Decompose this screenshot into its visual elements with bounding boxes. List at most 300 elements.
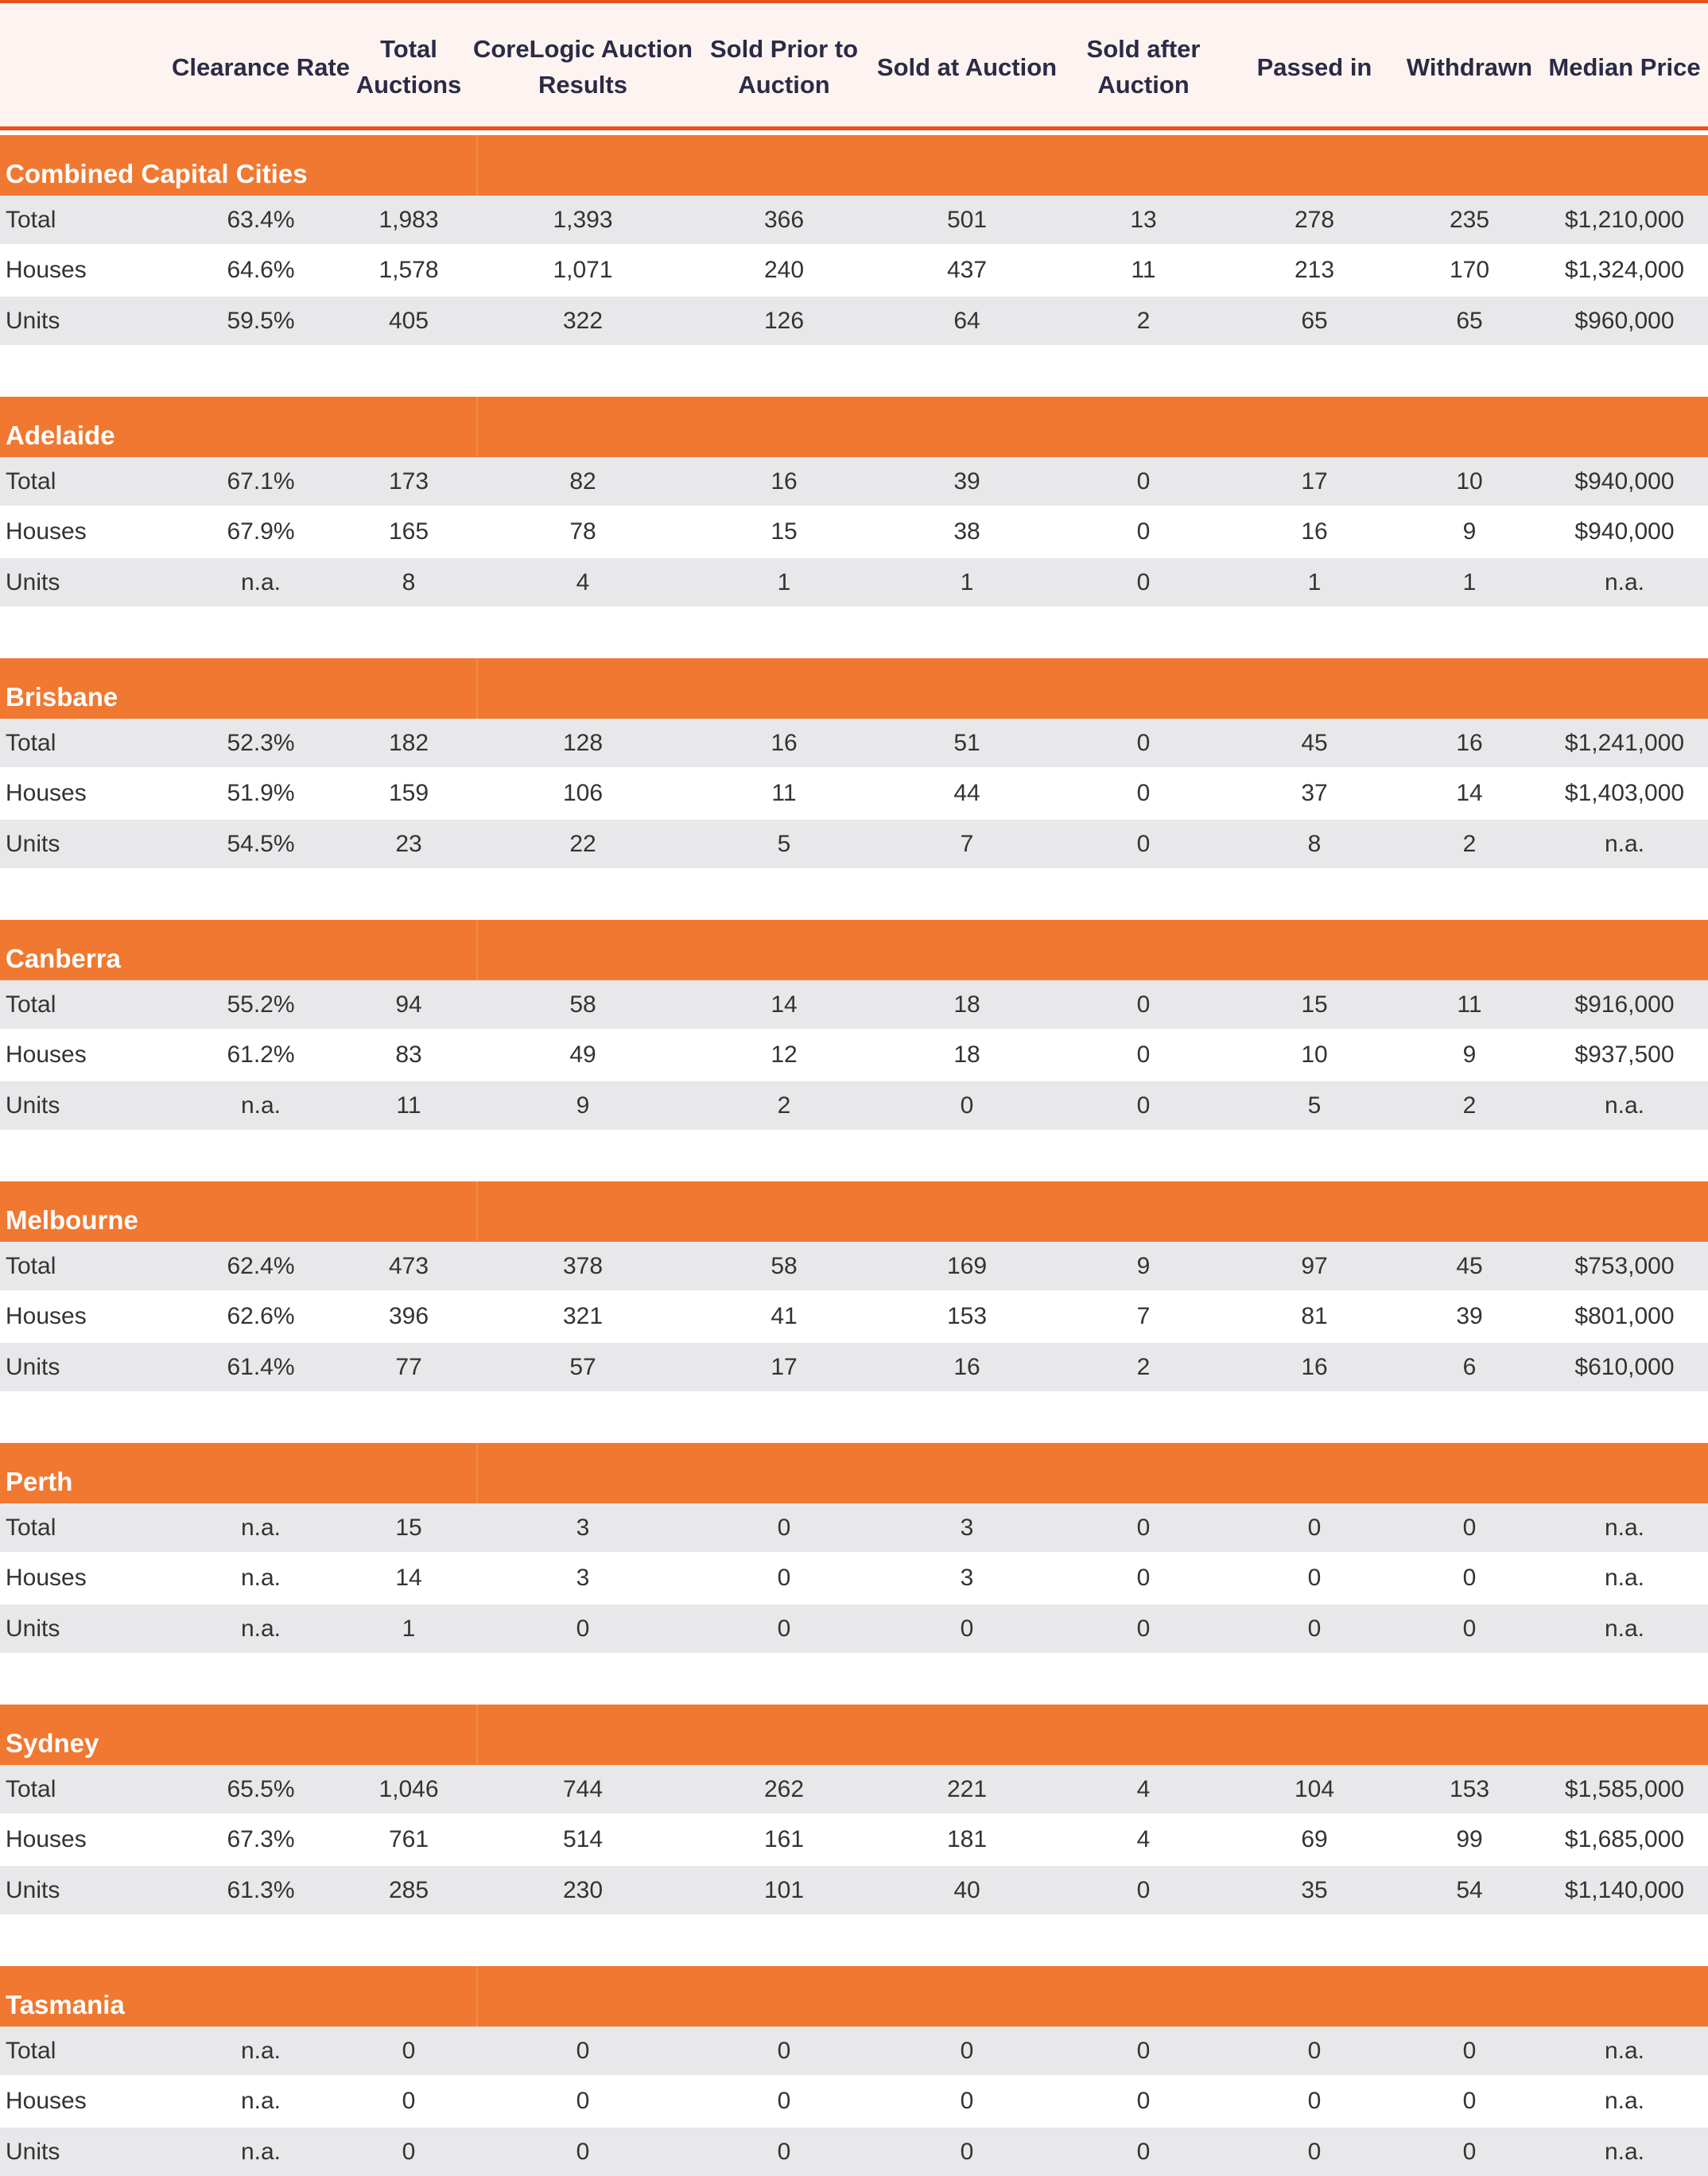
- cell-corelogic-results: 128: [562, 729, 604, 756]
- cell-label: Total: [6, 206, 56, 233]
- table-row: [0, 297, 1708, 345]
- cell-sold-at-auction: 3: [960, 1564, 974, 1591]
- cell-sold-prior: 161: [763, 1825, 805, 1852]
- section-header-divider: [476, 1705, 478, 1765]
- cell-passed-in: 0: [1307, 1514, 1322, 1541]
- cell-median-price: n.a.: [1604, 1092, 1645, 1119]
- cell-withdrawn: 54: [1456, 1876, 1483, 1903]
- cell-sold-at-auction: 16: [953, 1353, 980, 1380]
- cell-sold-prior: 17: [771, 1353, 798, 1380]
- cell-clearance-rate: 61.2%: [227, 1041, 295, 1068]
- section-header: [0, 135, 1708, 196]
- cell-clearance-rate: 67.9%: [227, 518, 295, 545]
- cell-corelogic-results: 22: [569, 830, 596, 857]
- table-row: [0, 2128, 1708, 2176]
- column-header-passed-in: Passed in: [1256, 52, 1372, 81]
- cell-median-price: $940,000: [1574, 518, 1675, 545]
- cell-clearance-rate: n.a.: [240, 1092, 281, 1119]
- cell-sold-after: 0: [1136, 568, 1151, 595]
- cell-withdrawn: 0: [1462, 1514, 1477, 1541]
- cell-label: Houses: [6, 1564, 87, 1591]
- cell-clearance-rate: 67.3%: [227, 1825, 295, 1852]
- cell-passed-in: 97: [1301, 1252, 1328, 1279]
- cell-withdrawn: 0: [1462, 2138, 1477, 2165]
- table-row: [0, 1242, 1708, 1290]
- table-row: [0, 719, 1708, 767]
- cell-sold-prior: 2: [777, 1092, 791, 1119]
- cell-sold-prior: 16: [771, 729, 798, 756]
- cell-clearance-rate: 63.4%: [227, 206, 295, 233]
- table-header: [0, 3, 1708, 130]
- cell-sold-at-auction: 437: [946, 256, 988, 283]
- cell-total-auctions: 473: [388, 1252, 429, 1279]
- cell-clearance-rate: n.a.: [240, 1514, 281, 1541]
- cell-total-auctions: 159: [388, 779, 429, 806]
- table-row: [0, 246, 1708, 294]
- cell-sold-after: 9: [1136, 1252, 1151, 1279]
- section-header: [0, 397, 1708, 457]
- section-title: Sydney: [6, 1728, 99, 1758]
- section-melbourne: [0, 1181, 1708, 1391]
- cell-label: Total: [6, 467, 56, 495]
- cell-median-price: n.a.: [1604, 1514, 1645, 1541]
- table-row: [0, 1553, 1708, 1602]
- cell-clearance-rate: 61.4%: [227, 1353, 295, 1380]
- column-header-sold-at-auction: Sold at Auction: [876, 52, 1058, 81]
- cell-sold-at-auction: 18: [953, 1041, 980, 1068]
- cell-sold-after: 0: [1136, 1615, 1151, 1642]
- cell-total-auctions: 182: [388, 729, 429, 756]
- cell-sold-at-auction: 181: [946, 1825, 988, 1852]
- cell-median-price: n.a.: [1604, 568, 1645, 595]
- cell-passed-in: 37: [1301, 779, 1328, 806]
- column-header-corelogic-results: CoreLogic Auction Results: [472, 35, 693, 99]
- cell-sold-prior: 262: [763, 1775, 805, 1802]
- cell-median-price: n.a.: [1604, 1615, 1645, 1642]
- cell-withdrawn: 99: [1456, 1825, 1483, 1852]
- table-row: [0, 196, 1708, 244]
- cell-sold-prior: 14: [771, 991, 798, 1018]
- cell-clearance-rate: 52.3%: [227, 729, 295, 756]
- table-row: [0, 2077, 1708, 2125]
- section-combined-capital-cities: [0, 135, 1708, 344]
- cell-corelogic-results: 3: [576, 1514, 590, 1541]
- section-sydney: [0, 1705, 1708, 1914]
- cell-median-price: $1,685,000: [1564, 1825, 1685, 1852]
- cell-label: Houses: [6, 779, 87, 806]
- cell-sold-after: 0: [1136, 1092, 1151, 1119]
- cell-sold-after: 0: [1136, 2037, 1151, 2064]
- cell-sold-prior: 0: [777, 1514, 791, 1541]
- cell-passed-in: 0: [1307, 2037, 1322, 2064]
- cell-clearance-rate: 62.6%: [227, 1302, 295, 1329]
- section-header: [0, 1181, 1708, 1242]
- cell-sold-at-auction: 40: [953, 1876, 980, 1903]
- cell-sold-after: 0: [1136, 2138, 1151, 2165]
- cell-total-auctions: 405: [388, 307, 429, 334]
- cell-withdrawn: 9: [1462, 518, 1477, 545]
- cell-passed-in: 0: [1307, 2087, 1322, 2114]
- table-row: [0, 2027, 1708, 2075]
- cell-label: Units: [6, 830, 60, 857]
- table-row: [0, 1503, 1708, 1552]
- cell-median-price: $1,140,000: [1564, 1876, 1685, 1903]
- cell-total-auctions: 1: [402, 1615, 416, 1642]
- cell-sold-after: 0: [1136, 729, 1151, 756]
- cell-total-auctions: 14: [395, 1564, 422, 1591]
- cell-median-price: $753,000: [1574, 1252, 1675, 1279]
- cell-clearance-rate: n.a.: [240, 1564, 281, 1591]
- cell-total-auctions: 11: [396, 1092, 421, 1119]
- section-title: Canberra: [6, 944, 121, 973]
- cell-withdrawn: 170: [1449, 256, 1490, 283]
- cell-median-price: $610,000: [1574, 1353, 1675, 1380]
- cell-clearance-rate: 54.5%: [227, 830, 295, 857]
- section-header-divider: [476, 658, 478, 719]
- cell-corelogic-results: 78: [569, 518, 596, 545]
- cell-label: Houses: [6, 2087, 87, 2114]
- table-row: [0, 1765, 1708, 1813]
- cell-clearance-rate: n.a.: [240, 2037, 281, 2064]
- cell-sold-prior: 15: [771, 518, 798, 545]
- cell-sold-at-auction: 0: [960, 1092, 974, 1119]
- cell-withdrawn: 2: [1462, 1092, 1477, 1119]
- cell-clearance-rate: 67.1%: [227, 467, 295, 495]
- section-tasmania: [0, 1966, 1708, 2175]
- cell-passed-in: 213: [1294, 256, 1335, 283]
- cell-label: Units: [6, 2138, 60, 2165]
- cell-sold-after: 0: [1136, 1564, 1151, 1591]
- cell-sold-after: 4: [1136, 1825, 1151, 1852]
- cell-corelogic-results: 82: [569, 467, 596, 495]
- cell-label: Houses: [6, 1041, 87, 1068]
- cell-corelogic-results: 744: [562, 1775, 604, 1802]
- section-adelaide: [0, 397, 1708, 606]
- cell-label: Total: [6, 1514, 56, 1541]
- cell-sold-at-auction: 221: [946, 1775, 988, 1802]
- cell-sold-prior: 366: [763, 206, 805, 233]
- cell-label: Total: [6, 729, 56, 756]
- cell-label: Houses: [6, 518, 87, 545]
- cell-sold-after: 4: [1136, 1775, 1151, 1802]
- cell-withdrawn: 0: [1462, 1615, 1477, 1642]
- table-row: [0, 769, 1708, 817]
- section-header-divider: [476, 1966, 478, 2027]
- column-header-total-auctions: Total Auctions: [355, 35, 462, 99]
- table-row: [0, 1866, 1708, 1914]
- cell-sold-after: 0: [1136, 1514, 1151, 1541]
- section-perth: [0, 1443, 1708, 1652]
- cell-withdrawn: 153: [1449, 1775, 1490, 1802]
- cell-withdrawn: 0: [1462, 2087, 1477, 2114]
- cell-withdrawn: 0: [1462, 1564, 1477, 1591]
- cell-sold-at-auction: 39: [953, 467, 980, 495]
- cell-withdrawn: 235: [1449, 206, 1490, 233]
- cell-sold-after: 2: [1136, 1353, 1151, 1380]
- cell-label: Houses: [6, 256, 87, 283]
- section-header: [0, 920, 1708, 980]
- cell-sold-prior: 240: [763, 256, 805, 283]
- cell-median-price: $1,241,000: [1564, 729, 1685, 756]
- table-row: [0, 507, 1708, 556]
- cell-sold-after: 0: [1136, 830, 1151, 857]
- cell-clearance-rate: n.a.: [240, 568, 281, 595]
- cell-sold-prior: 101: [763, 1876, 805, 1903]
- table-row: [0, 980, 1708, 1029]
- cell-median-price: $1,585,000: [1564, 1775, 1685, 1802]
- cell-sold-at-auction: 3: [960, 1514, 974, 1541]
- cell-passed-in: 69: [1301, 1825, 1328, 1852]
- cell-label: Units: [6, 1353, 60, 1380]
- cell-sold-at-auction: 64: [953, 307, 980, 334]
- cell-median-price: n.a.: [1604, 2138, 1645, 2165]
- cell-corelogic-results: 1,393: [553, 206, 613, 233]
- cell-corelogic-results: 9: [576, 1092, 590, 1119]
- cell-corelogic-results: 4: [576, 568, 590, 595]
- section-title: Adelaide: [6, 421, 115, 450]
- cell-total-auctions: 173: [388, 467, 429, 495]
- cell-sold-at-auction: 7: [960, 830, 974, 857]
- cell-corelogic-results: 0: [576, 2037, 590, 2064]
- cell-withdrawn: 10: [1456, 467, 1483, 495]
- cell-label: Total: [6, 991, 56, 1018]
- cell-passed-in: 5: [1307, 1092, 1322, 1119]
- cell-sold-after: 0: [1136, 779, 1151, 806]
- cell-passed-in: 10: [1301, 1041, 1328, 1068]
- cell-total-auctions: 396: [388, 1302, 429, 1329]
- cell-sold-prior: 58: [771, 1252, 798, 1279]
- section-header: [0, 1443, 1708, 1503]
- cell-total-auctions: 15: [395, 1514, 422, 1541]
- cell-median-price: n.a.: [1604, 2087, 1645, 2114]
- cell-corelogic-results: 322: [562, 307, 604, 334]
- cell-withdrawn: 1: [1462, 568, 1477, 595]
- cell-total-auctions: 94: [395, 991, 422, 1018]
- cell-total-auctions: 1,046: [378, 1775, 439, 1802]
- section-header: [0, 1705, 1708, 1765]
- cell-passed-in: 17: [1301, 467, 1328, 495]
- section-canberra: [0, 920, 1708, 1129]
- table-row: [0, 457, 1708, 506]
- cell-total-auctions: 23: [395, 830, 422, 857]
- cell-median-price: $1,210,000: [1564, 206, 1685, 233]
- cell-corelogic-results: 58: [569, 991, 596, 1018]
- table-row: [0, 1604, 1708, 1653]
- cell-total-auctions: 0: [402, 2138, 416, 2165]
- cell-total-auctions: 83: [395, 1041, 422, 1068]
- cell-clearance-rate: n.a.: [240, 2087, 281, 2114]
- cell-passed-in: 0: [1307, 1564, 1322, 1591]
- table-row: [0, 558, 1708, 607]
- cell-total-auctions: 761: [388, 1825, 429, 1852]
- cell-sold-prior: 41: [771, 1302, 798, 1329]
- cell-clearance-rate: n.a.: [240, 2138, 281, 2165]
- cell-label: Total: [6, 1775, 56, 1802]
- cell-sold-prior: 126: [763, 307, 805, 334]
- cell-label: Houses: [6, 1302, 87, 1329]
- cell-passed-in: 278: [1294, 206, 1335, 233]
- cell-withdrawn: 16: [1456, 729, 1483, 756]
- cell-corelogic-results: 514: [562, 1825, 604, 1852]
- cell-withdrawn: 14: [1456, 779, 1483, 806]
- cell-median-price: $916,000: [1574, 991, 1675, 1018]
- cell-label: Units: [6, 1092, 60, 1119]
- cell-sold-prior: 16: [771, 467, 798, 495]
- cell-median-price: $801,000: [1574, 1302, 1675, 1329]
- cell-passed-in: 8: [1307, 830, 1322, 857]
- cell-corelogic-results: 1,071: [553, 256, 613, 283]
- table-row: [0, 820, 1708, 868]
- cell-total-auctions: 165: [388, 518, 429, 545]
- cell-corelogic-results: 230: [562, 1876, 604, 1903]
- section-title: Tasmania: [6, 1990, 125, 2019]
- column-header-sold-after: Sold after Auction: [1086, 35, 1201, 99]
- section-header-divider: [476, 1443, 478, 1503]
- cell-sold-prior: 0: [777, 2138, 791, 2165]
- cell-withdrawn: 65: [1456, 307, 1483, 334]
- cell-passed-in: 104: [1294, 1775, 1335, 1802]
- cell-sold-after: 13: [1130, 206, 1157, 233]
- cell-label: Units: [6, 307, 60, 334]
- cell-sold-after: 11: [1131, 256, 1156, 283]
- cell-corelogic-results: 3: [576, 1564, 590, 1591]
- table-row: [0, 1815, 1708, 1864]
- cell-label: Total: [6, 2037, 56, 2064]
- cell-clearance-rate: 64.6%: [227, 256, 295, 283]
- cell-total-auctions: 1,578: [378, 256, 439, 283]
- cell-withdrawn: 11: [1457, 991, 1482, 1018]
- cell-median-price: $940,000: [1574, 467, 1675, 495]
- cell-passed-in: 16: [1301, 518, 1328, 545]
- cell-sold-at-auction: 0: [960, 2138, 974, 2165]
- table-row: [0, 1030, 1708, 1079]
- cell-median-price: $960,000: [1574, 307, 1675, 334]
- cell-sold-after: 0: [1136, 1876, 1151, 1903]
- section-header-divider: [476, 1181, 478, 1242]
- cell-clearance-rate: 51.9%: [227, 779, 295, 806]
- section-title: Brisbane: [6, 682, 118, 712]
- cell-median-price: $937,500: [1574, 1041, 1675, 1068]
- table-row: [0, 1081, 1708, 1130]
- cell-median-price: n.a.: [1604, 2037, 1645, 2064]
- cell-sold-after: 0: [1136, 991, 1151, 1018]
- cell-corelogic-results: 57: [569, 1353, 596, 1380]
- cell-sold-prior: 0: [777, 1564, 791, 1591]
- cell-total-auctions: 1,983: [378, 206, 439, 233]
- section-header-divider: [476, 397, 478, 457]
- cell-sold-at-auction: 153: [946, 1302, 988, 1329]
- cell-total-auctions: 0: [402, 2087, 416, 2114]
- cell-withdrawn: 9: [1462, 1041, 1477, 1068]
- section-header: [0, 1966, 1708, 2027]
- cell-passed-in: 35: [1301, 1876, 1328, 1903]
- section-header-divider: [476, 920, 478, 980]
- cell-median-price: n.a.: [1604, 1564, 1645, 1591]
- cell-clearance-rate: 65.5%: [227, 1775, 295, 1802]
- cell-passed-in: 0: [1307, 2138, 1322, 2165]
- cell-label: Houses: [6, 1825, 87, 1852]
- cell-sold-at-auction: 38: [953, 518, 980, 545]
- cell-clearance-rate: 62.4%: [227, 1252, 295, 1279]
- column-header-withdrawn: Withdrawn: [1406, 52, 1533, 81]
- cell-sold-at-auction: 1: [960, 568, 974, 595]
- table-row: [0, 1292, 1708, 1340]
- cell-label: Units: [6, 1615, 60, 1642]
- cell-corelogic-results: 0: [576, 2138, 590, 2165]
- cell-corelogic-results: 321: [562, 1302, 604, 1329]
- cell-withdrawn: 6: [1462, 1353, 1477, 1380]
- cell-sold-after: 0: [1136, 518, 1151, 545]
- cell-sold-at-auction: 51: [953, 729, 980, 756]
- column-header-sold-prior: Sold Prior to Auction: [710, 35, 858, 99]
- section-title: Combined Capital Cities: [6, 159, 308, 188]
- section-header-divider: [476, 135, 478, 196]
- cell-sold-at-auction: 0: [960, 2087, 974, 2114]
- cell-sold-prior: 0: [777, 2087, 791, 2114]
- cell-withdrawn: 39: [1456, 1302, 1483, 1329]
- cell-label: Total: [6, 1252, 56, 1279]
- cell-corelogic-results: 106: [562, 779, 604, 806]
- cell-withdrawn: 2: [1462, 830, 1477, 857]
- cell-median-price: $1,403,000: [1564, 779, 1685, 806]
- cell-clearance-rate: 61.3%: [227, 1876, 295, 1903]
- cell-sold-after: 0: [1136, 2087, 1151, 2114]
- cell-corelogic-results: 0: [576, 1615, 590, 1642]
- cell-sold-after: 2: [1136, 307, 1151, 334]
- cell-label: Units: [6, 1876, 60, 1903]
- cell-passed-in: 65: [1301, 307, 1328, 334]
- column-header-median-price: Median Price: [1548, 52, 1701, 81]
- cell-passed-in: 0: [1307, 1615, 1322, 1642]
- cell-passed-in: 45: [1301, 729, 1328, 756]
- cell-corelogic-results: 49: [569, 1041, 596, 1068]
- cell-total-auctions: 77: [395, 1353, 422, 1380]
- cell-passed-in: 81: [1301, 1302, 1328, 1329]
- cell-sold-prior: 12: [771, 1041, 798, 1068]
- cell-withdrawn: 45: [1456, 1252, 1483, 1279]
- cell-sold-prior: 11: [771, 779, 797, 806]
- cell-corelogic-results: 0: [576, 2087, 590, 2114]
- cell-sold-at-auction: 169: [946, 1252, 988, 1279]
- cell-withdrawn: 0: [1462, 2037, 1477, 2064]
- cell-total-auctions: 0: [402, 2037, 416, 2064]
- cell-sold-after: 7: [1136, 1302, 1151, 1329]
- cell-clearance-rate: 55.2%: [227, 991, 295, 1018]
- cell-sold-at-auction: 0: [960, 2037, 974, 2064]
- cell-median-price: $1,324,000: [1564, 256, 1685, 283]
- cell-total-auctions: 8: [402, 568, 416, 595]
- cell-sold-at-auction: 0: [960, 1615, 974, 1642]
- cell-sold-after: 0: [1136, 467, 1151, 495]
- cell-clearance-rate: 59.5%: [227, 307, 295, 334]
- table-row: [0, 1343, 1708, 1391]
- cell-median-price: n.a.: [1604, 830, 1645, 857]
- cell-label: Units: [6, 568, 60, 595]
- cell-passed-in: 15: [1301, 991, 1328, 1018]
- cell-clearance-rate: n.a.: [240, 1615, 281, 1642]
- cell-sold-prior: 0: [777, 1615, 791, 1642]
- section-brisbane: [0, 658, 1708, 867]
- cell-corelogic-results: 378: [562, 1252, 604, 1279]
- section-title: Perth: [6, 1467, 73, 1496]
- section-title: Melbourne: [6, 1205, 138, 1235]
- cell-passed-in: 1: [1307, 568, 1322, 595]
- cell-sold-after: 0: [1136, 1041, 1151, 1068]
- cell-total-auctions: 285: [388, 1876, 429, 1903]
- section-header: [0, 658, 1708, 719]
- cell-sold-prior: 1: [777, 568, 791, 595]
- cell-sold-prior: 0: [777, 2037, 791, 2064]
